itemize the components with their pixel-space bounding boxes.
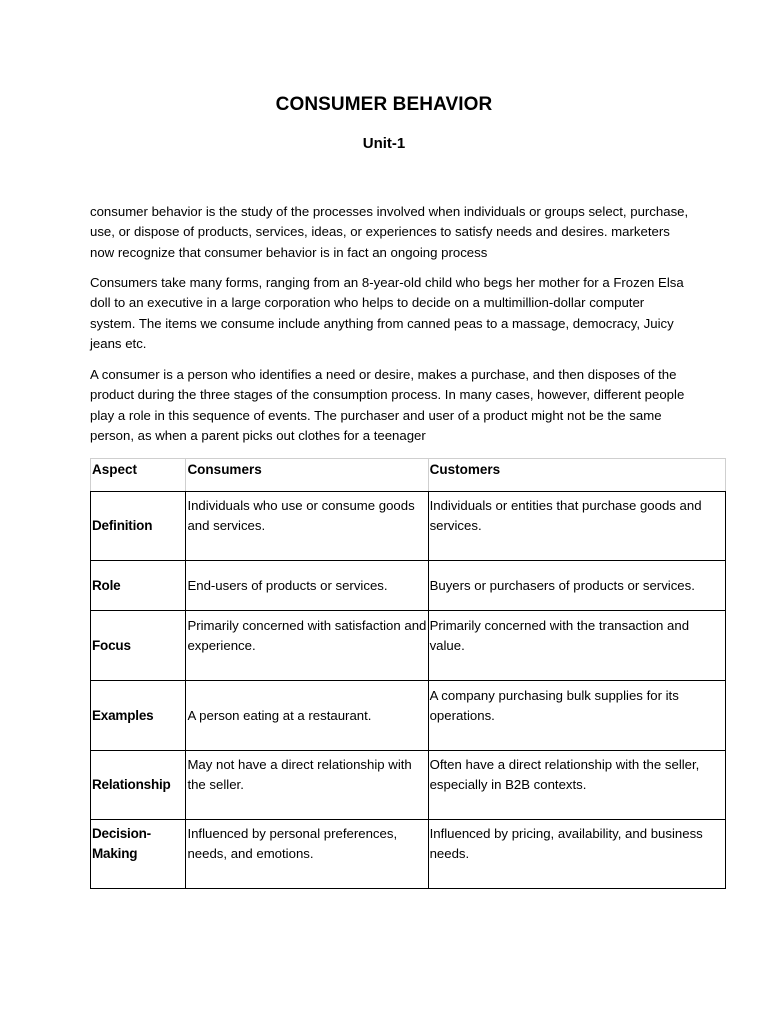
customers-text: Individuals or entities that purchase goods and services. <box>429 498 702 533</box>
consumers-cell <box>186 611 428 681</box>
document-title: CONSUMER BEHAVIOR <box>275 94 493 115</box>
consumers-cell <box>186 681 428 751</box>
comparison-table <box>90 458 726 889</box>
table-row <box>91 751 726 820</box>
consumers-text: May not have a direct relationship with the seller. <box>187 757 412 792</box>
aspect-text: Decision-Making <box>92 826 151 861</box>
aspect-cell: Focus <box>91 611 186 681</box>
consumers-cell: End-users of products or services. <box>186 561 428 611</box>
aspect-cell: Definition <box>91 492 186 561</box>
consumers-text: Individuals who use or consume goods and services. <box>187 498 415 533</box>
aspect-cell: Examples <box>91 681 186 751</box>
table-row <box>91 681 726 751</box>
table-row <box>91 492 726 561</box>
aspect-cell: Relationship <box>91 751 186 820</box>
header-aspect: Aspect <box>91 459 186 492</box>
customers-cell <box>428 492 725 561</box>
customers-cell <box>428 751 725 820</box>
customers-text: Primarily concerned with the transaction and value. <box>429 617 690 653</box>
consumers-cell <box>186 820 428 889</box>
table-row <box>91 561 726 611</box>
consumers-text: Primarily concerned with satisfaction and experience. <box>187 617 427 653</box>
consumers-text: Influenced by personal preferences, needs, and emotions. <box>187 826 398 861</box>
customers-text: Often have a direct relationship with the seller, especially in B2B contexts. <box>429 757 700 792</box>
header-consumers: Consumers <box>186 459 428 492</box>
consumers-text: A person eating at a restaurant. <box>187 707 372 723</box>
customers-text: A company purchasing bulk supplies for its operations. <box>429 687 679 723</box>
customers-text: Influenced by pricing, availability, and business needs. <box>429 826 703 861</box>
customers-cell <box>428 681 725 751</box>
table-row <box>91 820 726 889</box>
header-customers: Customers <box>428 459 725 492</box>
table-header-row <box>91 459 726 492</box>
paragraph-definition: consumer behavior is the study of the processes involved when individuals or groups select, purchase, use, or dispose of products, services, ideas, or experiences to satisfy needs and desires. marketers now recognize that consumer behavior is in fact an ongoing process <box>90 204 689 260</box>
consumers-cell <box>186 751 428 820</box>
table-row <box>91 611 726 681</box>
customers-cell: Buyers or purchasers of products or services. <box>428 561 725 611</box>
aspect-cell <box>91 820 186 889</box>
customers-cell <box>428 820 725 889</box>
customers-cell <box>428 611 725 681</box>
aspect-cell: Role <box>91 561 186 611</box>
paragraph-consumer-forms: Consumers take many forms, ranging from an 8-year-old child who begs her mother for a Frozen Elsa doll to an executive in a large corporation who helps to decide on a multimillion-dollar computer system. The items we consume include anything from canned peas to a massage, democracy, Juicy jeans etc. <box>90 275 684 352</box>
paragraph-consumer-role: A consumer is a person who identifies a need or desire, makes a purchase, and then disposes of the product during the three stages of the consumption process. In many cases, however, different people play a role in this sequence of events. The purchaser and user of a product might not be the same person, as when a parent picks out clothes for a teenager <box>90 367 685 444</box>
consumers-cell <box>186 492 428 561</box>
document-subtitle: Unit-1 <box>362 135 406 152</box>
